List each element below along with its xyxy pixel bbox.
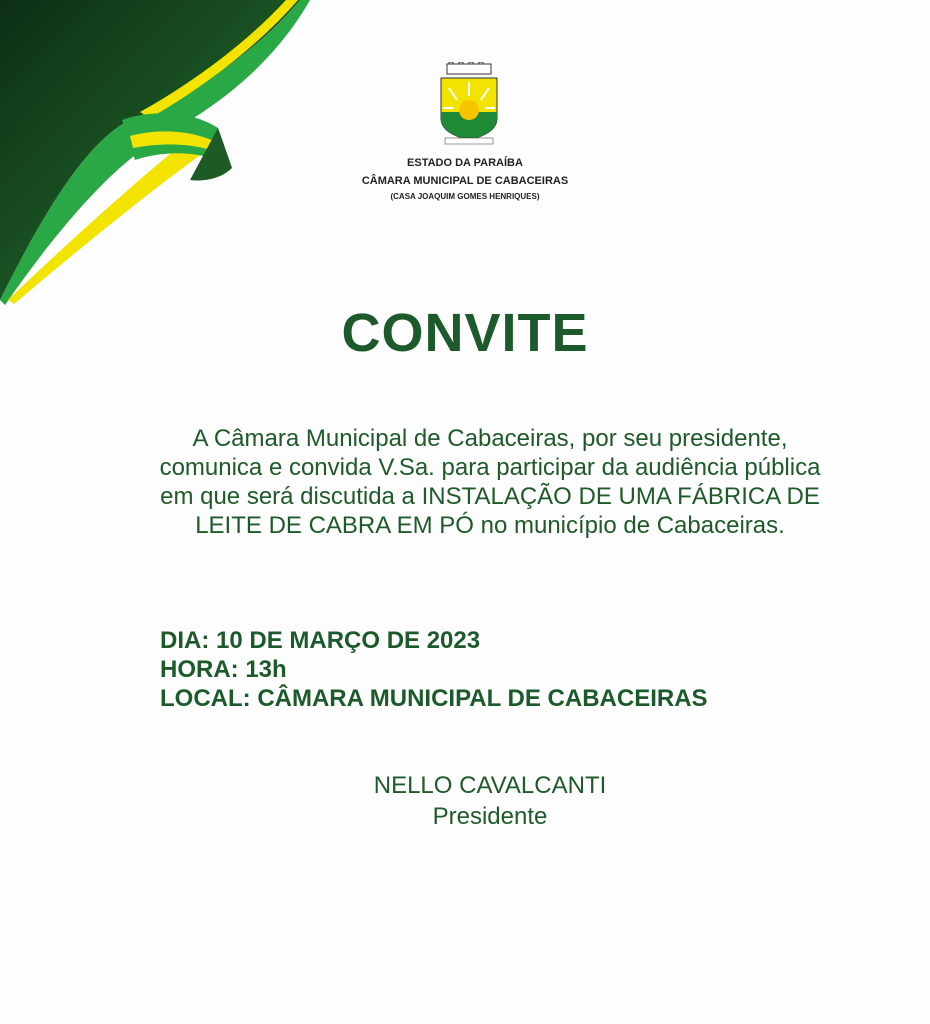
header-state: ESTADO DA PARAÍBA [407, 157, 523, 169]
event-time: HORA: 13h [160, 656, 287, 683]
event-details [160, 626, 708, 713]
page-title: CONVITE [341, 303, 589, 363]
municipal-crest-icon [437, 62, 501, 146]
signature-role: Presidente [432, 803, 548, 830]
signature-name: NELLO CAVALCANTI [373, 772, 607, 799]
event-date: DIA: 10 DE MARÇO DE 2023 [160, 627, 481, 654]
header-chamber: CÂMARA MUNICIPAL DE CABACEIRAS [361, 175, 569, 187]
event-place: LOCAL: CÂMARA MUNICIPAL DE CABACEIRAS [160, 685, 708, 712]
header-house: (CASA JOAQUIM GOMES HENRIQUES) [390, 192, 540, 201]
invitation-text: A Câmara Municipal de Cabaceiras, por seu presidente, comunica e convida V.Sa. para participar da audiência pública em que será discutida a INSTALAÇÃO DE UMA FÁBRICA DE LEITE DE CABRA EM PÓ no município de Cabaceiras. [159, 425, 821, 539]
